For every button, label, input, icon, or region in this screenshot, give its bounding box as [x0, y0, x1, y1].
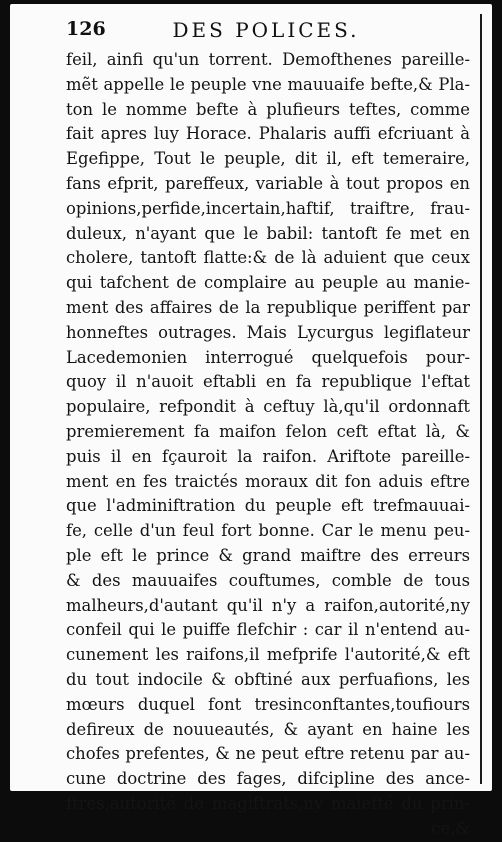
text-line: ment des affaires de la republique periffent par — [66, 297, 470, 317]
text-line: cunement les raifons,il mefprife l'autorité,& eft — [66, 645, 470, 665]
text-line: confeil qui le puiffe flefchir : car il n'entend au- — [66, 620, 470, 640]
text-line: chofes prefentes, & ne peut eftre retenu par au- — [66, 744, 470, 764]
text-line: qui tafchent de complaire au peuple au manie- — [66, 273, 470, 293]
text-line: ce,& — [431, 818, 470, 838]
page-header — [66, 18, 466, 46]
text-line: du tout indocile & obftiné aux perfuafions, les — [66, 669, 470, 689]
page-number: 126 — [66, 18, 106, 40]
text-line: Lacedemonien interrogué quelquefois pour- — [66, 347, 470, 367]
text-line: opinions,perfide,incertain,haftif, traiftre, frau- — [66, 198, 470, 218]
text-line: puis il en fçauroit la raifon. Ariftote pareille- — [66, 446, 470, 466]
text-line: fait apres luy Horace. Phalaris auffi efcriuant à — [66, 124, 470, 144]
text-line: mœurs duquel font tresinconftantes,toufiours — [66, 694, 470, 714]
text-line: cune doctrine des fages, difcipline des ance- — [66, 769, 470, 789]
text-line: fe, celle d'un feul fort bonne. Car le menu peu- — [66, 521, 470, 541]
text-line: duleux, n'ayant que le babil: tantoft fe met en — [66, 223, 470, 243]
text-line: premierement fa maifon felon ceft eftat là, & — [66, 421, 470, 441]
text-line: que l'adminiftration du peuple eft trefmauuai- — [66, 496, 470, 516]
text-line: cholere, tantoft flatte:& de là aduient que ceux — [66, 248, 470, 268]
text-line: malheurs,d'autant qu'il n'y a raifon,autorité,ny — [66, 595, 470, 615]
body-text — [66, 48, 470, 842]
text-line: ftres,autorité de magiftrats,ny maiefté du prin- — [66, 793, 470, 813]
text-line: ple eft le prince & grand maiftre des erreurs — [66, 545, 470, 565]
text-line: mẽt appelle le peuple vne mauuaife befte,& Pla- — [66, 74, 470, 94]
page-edge-rule — [480, 14, 482, 784]
text-line: honneftes outrages. Mais Lycurgus legiflateur — [66, 322, 470, 342]
text-line: fans efprit, pareffeux, variable à tout propos en — [66, 173, 470, 193]
text-line: defireux de nouueautés, & ayant en haine les — [66, 719, 470, 739]
text-line: quoy il n'auoit eftabli en fa republique l'eftat — [66, 372, 470, 392]
text-line: ment en fes traictés moraux dit fon aduis eftre — [66, 471, 470, 491]
text-line: populaire, refpondit à ceftuy là,qu'il ordonnaft — [66, 397, 470, 417]
text-line: Egefippe, Tout le peuple, dit il, eft temeraire, — [66, 149, 470, 169]
book-page — [10, 4, 492, 838]
running-head: DES POLICES. — [172, 18, 360, 42]
text-line: & des mauuaifes couftumes, comble de tous — [66, 570, 470, 590]
text-line: feil, ainfi qu'un torrent. Demofthenes pareille- — [66, 50, 470, 69]
text-line: ton le nomme befte à plufieurs teftes, comme — [66, 99, 470, 119]
